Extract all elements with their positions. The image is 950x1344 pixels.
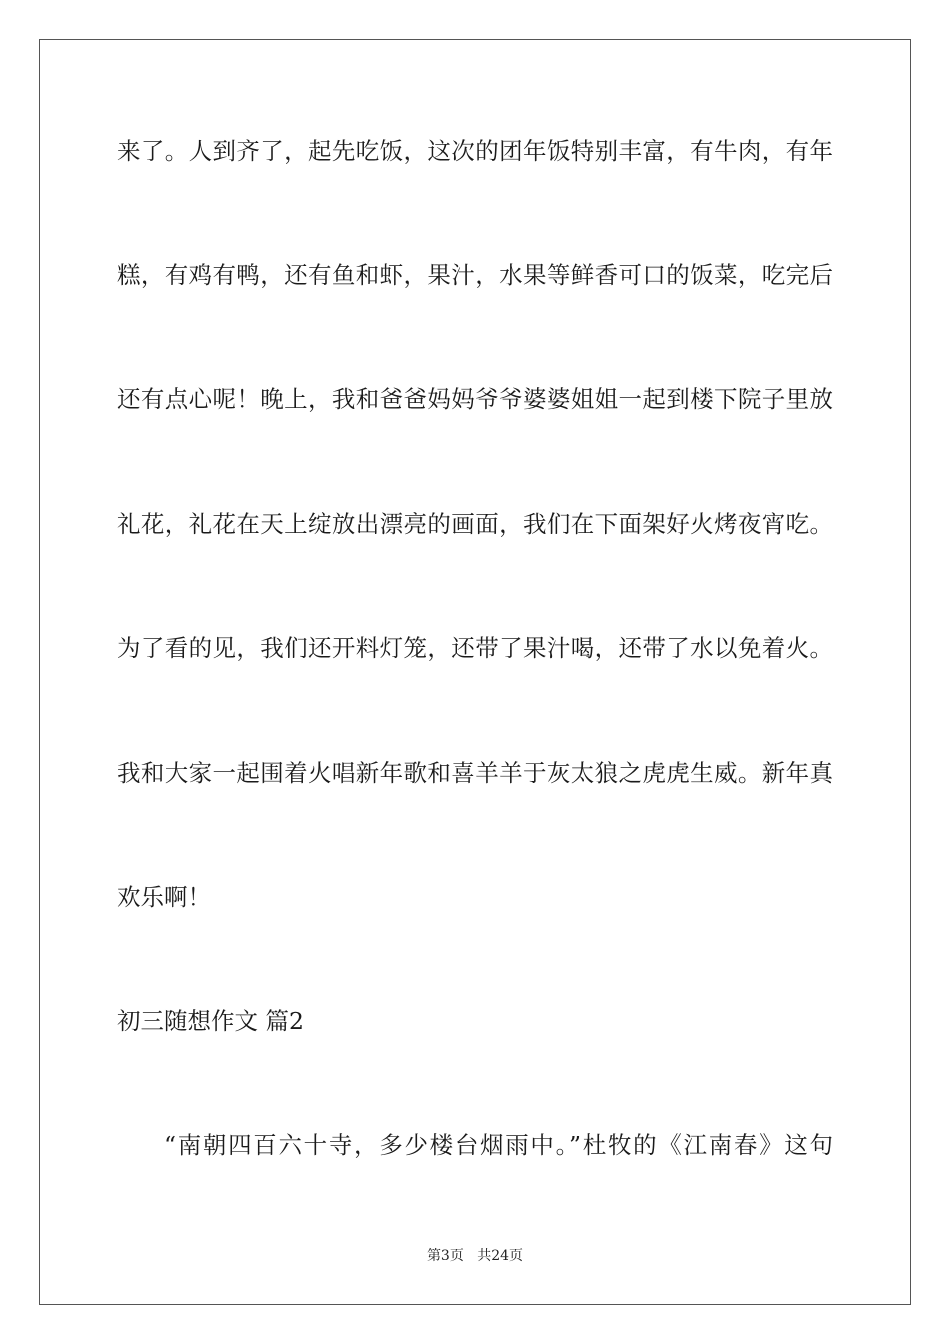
- page-number: 第3页: [426, 1248, 464, 1264]
- page-border: [39, 39, 911, 1305]
- page-footer: [0, 1247, 950, 1265]
- page-total: 共24页: [477, 1248, 524, 1264]
- text-line: 礼花，礼花在天上绽放出漂亮的画面，我们在下面架好火烤夜宵吃。: [117, 510, 833, 538]
- text-line: 为了看的见，我们还开料灯笼，还带了果汁喝，还带了水以免着火。: [117, 634, 833, 662]
- text-line: 我和大家一起围着火唱新年歌和喜羊羊于灰太狼之虎虎生威。新年真: [117, 759, 833, 787]
- text-line-last: 欢乐啊！: [117, 883, 211, 911]
- paragraph-first-line: “南朝四百六十寺，多少楼台烟雨中。”杜牧的《江南春》这句: [164, 1131, 833, 1159]
- text-line: 糕，有鸡有鸭，还有鱼和虾，果汁，水果等鲜香可口的饭菜，吃完后: [117, 261, 833, 289]
- text-line: 来了。人到齐了，起先吃饭，这次的团年饭特别丰富，有牛肉，有年: [117, 137, 833, 165]
- section-heading: 初三随想作文 篇2: [117, 1007, 304, 1035]
- text-line: 还有点心呢！晚上，我和爸爸妈妈爷爷婆婆姐姐一起到楼下院子里放: [117, 385, 833, 413]
